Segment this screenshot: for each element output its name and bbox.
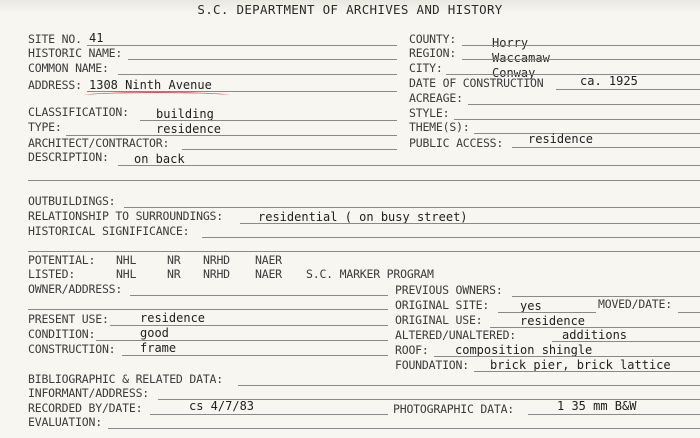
city-value: Conway	[492, 66, 536, 80]
listed-naer: NAER	[255, 267, 282, 281]
outbuildings-label: OUTBUILDINGS:	[28, 194, 116, 208]
photographic-data-value: 1 35 mm B&W	[557, 399, 637, 413]
public-access-value: residence	[528, 132, 594, 146]
county-label: COUNTY:	[409, 32, 457, 46]
description-value: on back	[134, 152, 185, 166]
county-value: Horry	[492, 36, 529, 50]
historic-name-label: HISTORIC NAME:	[28, 46, 123, 60]
style-label: STYLE:	[409, 106, 450, 120]
potential-nr: NR	[167, 253, 181, 267]
region-value: Waccamaw	[492, 51, 550, 65]
foundation-label: FOUNDATION:	[395, 358, 469, 372]
site-no-value: 41	[89, 31, 104, 45]
description-label: DESCRIPTION:	[28, 150, 109, 164]
potential-nhl: NHL	[116, 253, 137, 267]
potential-label: POTENTIAL:	[28, 253, 96, 267]
condition-label: CONDITION:	[28, 327, 96, 341]
original-use-value: residence	[520, 314, 586, 328]
listed-nhl: NHL	[116, 267, 137, 281]
classification-value: building	[156, 107, 214, 121]
site-no-label: SITE NO.	[28, 32, 82, 46]
recorded-value: cs 4/7/83	[189, 399, 255, 413]
present-use-label: PRESENT USE:	[28, 312, 109, 326]
type-value: residence	[156, 122, 222, 136]
original-site-value: yes	[520, 299, 542, 313]
construction-label: CONSTRUCTION:	[28, 342, 116, 356]
foundation-value: brick pier, brick lattice	[490, 358, 671, 372]
relationship-label: RELATIONSHIP TO SURROUNDINGS:	[28, 209, 223, 223]
bibliographic-label: BIBLIOGRAPHIC & RELATED DATA:	[28, 372, 223, 386]
roof-value: composition shingle	[455, 343, 593, 357]
original-site-label: ORIGINAL SITE:	[395, 298, 490, 312]
architect-label: ARCHITECT/CONTRACTOR:	[28, 136, 170, 150]
listed-nr: NR	[167, 267, 181, 281]
region-label: REGION:	[409, 46, 457, 60]
original-use-label: ORIGINAL USE:	[395, 313, 483, 327]
roof-label: ROOF:	[395, 343, 429, 357]
acreage-label: ACREAGE:	[409, 91, 463, 105]
construction-value: frame	[140, 341, 177, 355]
potential-nrhd: NRHD	[203, 253, 230, 267]
potential-naer: NAER	[255, 253, 282, 267]
city-label: CITY:	[409, 61, 443, 75]
owner-address-label: OWNER/ADDRESS:	[28, 282, 123, 296]
moved-date-label: MOVED/DATE:	[598, 297, 672, 311]
address-label: ADDRESS:	[28, 78, 82, 92]
red-underline-mark	[84, 92, 230, 99]
evaluation-label: EVALUATION:	[28, 415, 102, 429]
type-label: TYPE:	[28, 120, 62, 134]
public-access-label: PUBLIC ACCESS:	[409, 136, 504, 150]
date-construction-value: ca. 1925	[580, 74, 638, 88]
altered-label: ALTERED/UNALTERED:	[395, 328, 517, 342]
previous-owners-label: PREVIOUS OWNERS:	[395, 283, 503, 297]
altered-value: additions	[562, 328, 628, 342]
listed-label: LISTED:	[28, 267, 76, 281]
recorded-label: RECORDED BY/DATE:	[28, 401, 143, 415]
historical-significance-label: HISTORICAL SIGNIFICANCE:	[28, 224, 190, 238]
date-construction-label: DATE OF CONSTRUCTION	[409, 76, 544, 90]
present-use-value: residence	[140, 311, 206, 325]
card-header: S.C. DEPARTMENT OF ARCHIVES AND HISTORY	[197, 2, 503, 17]
photographic-data-label: PHOTOGRAPHIC DATA:	[393, 402, 515, 416]
listed-nrhd: NRHD	[203, 267, 230, 281]
relationship-value: residential ( on busy street)	[258, 210, 468, 224]
sc-marker-program: S.C. MARKER PROGRAM	[306, 267, 434, 281]
common-name-label: COMMON NAME:	[28, 61, 109, 75]
classification-label: CLASSIFICATION:	[28, 105, 129, 119]
condition-value: good	[140, 326, 169, 340]
themes-label: THEME(S):	[409, 120, 470, 134]
address-value: 1308 Ninth Avenue	[89, 78, 212, 92]
informant-label: INFORMANT/ADDRESS:	[28, 386, 150, 400]
